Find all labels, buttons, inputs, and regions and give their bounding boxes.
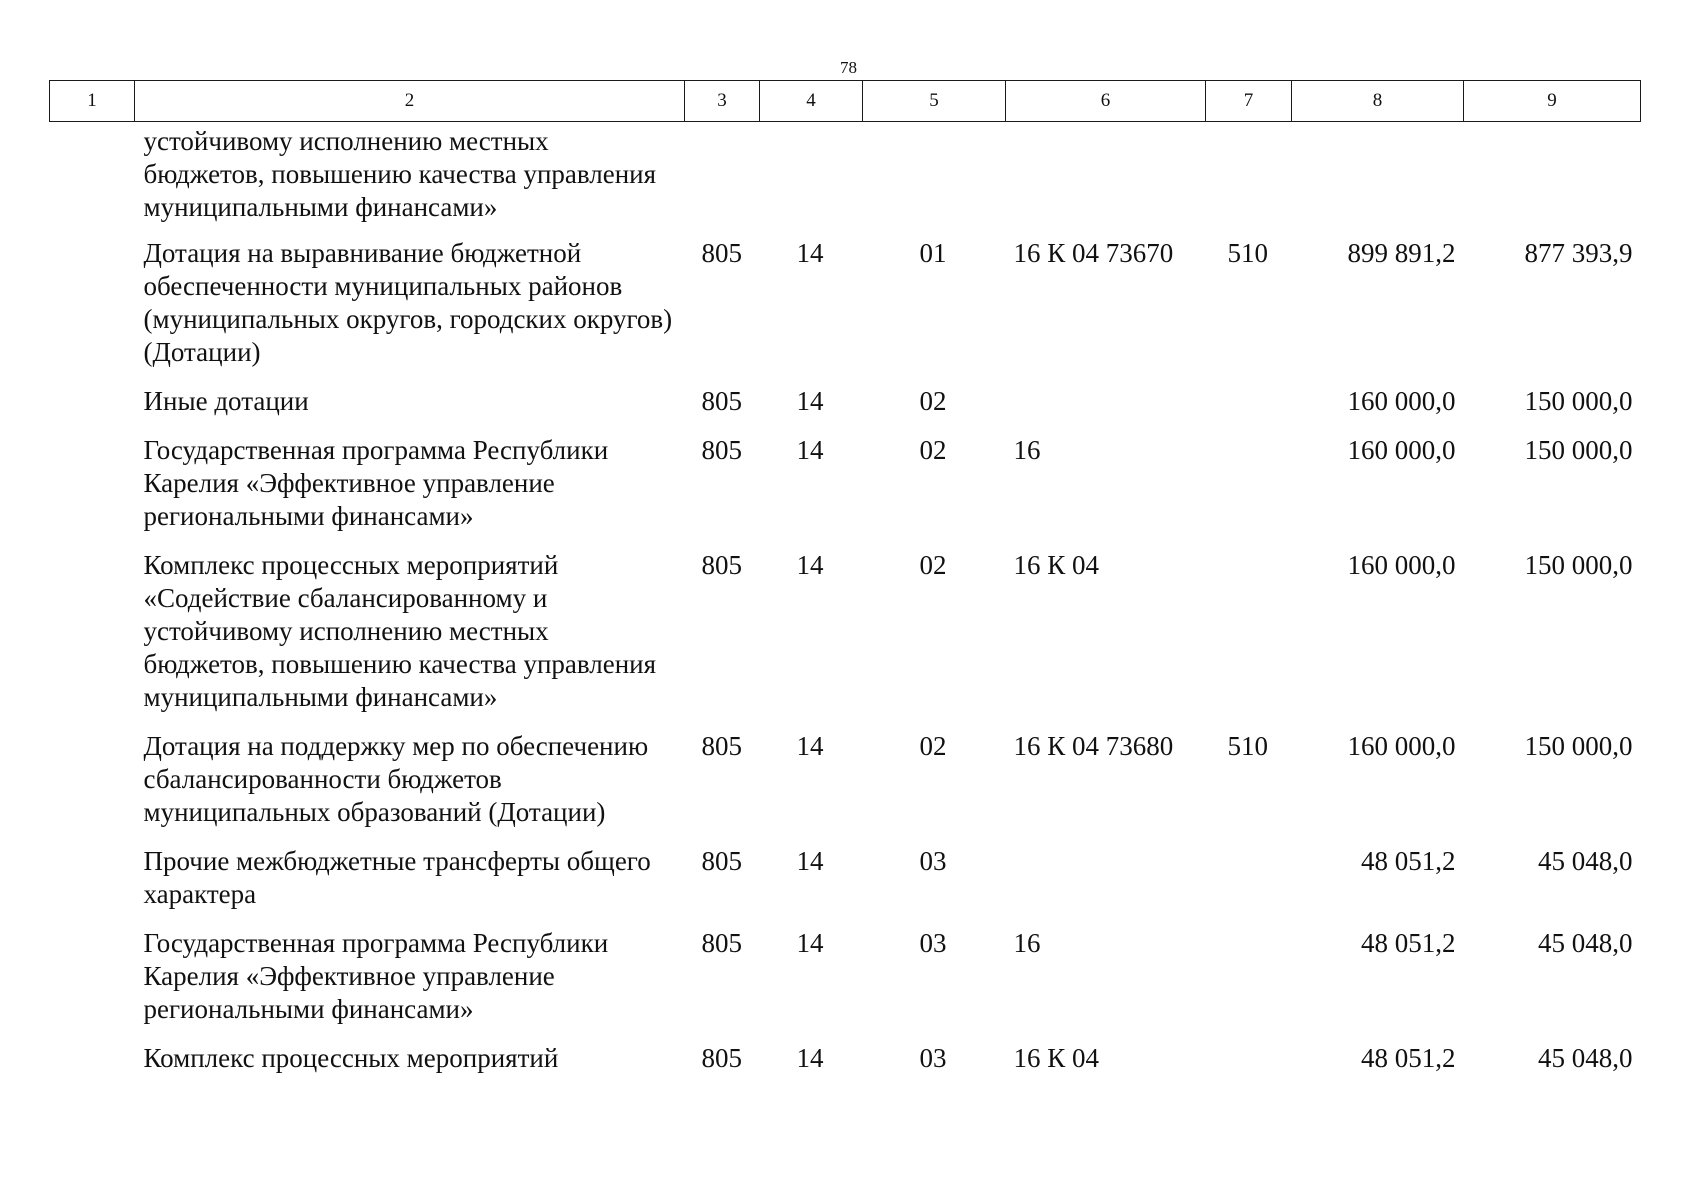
cell-col8: 160 000,0 [1347, 550, 1456, 580]
cell-col4: 14 [796, 550, 824, 580]
cell-col6: 16 К 04 [1013, 1043, 1100, 1073]
column-header-3: 3 [685, 81, 760, 122]
cell-col7: 510 [1227, 731, 1268, 761]
cell-col5 [863, 122, 1006, 238]
cell-col7 [1206, 549, 1292, 730]
column-header-8: 8 [1292, 81, 1464, 122]
cell-name: Государственная программа Республики Карелия «Эффективное управление региональными финансами» [143, 928, 609, 1024]
header-row [50, 81, 1641, 122]
cell-col3: 805 [701, 386, 742, 416]
cell-col8: 48 051,2 [1361, 1043, 1456, 1073]
cell-col9: 45 048,0 [1538, 928, 1633, 958]
cell-name: Государственная программа Республики Карелия «Эффективное управление региональными финансами» [143, 435, 609, 531]
cell-col5: 03 [919, 1043, 947, 1073]
table-header [50, 81, 1641, 122]
cell-col1 [50, 237, 135, 385]
cell-col7 [1206, 845, 1292, 927]
cell-col6 [1006, 385, 1206, 434]
cell-col5: 02 [919, 731, 947, 761]
cell-col9: 877 393,9 [1524, 238, 1633, 268]
cell-col1 [50, 122, 135, 238]
table-row [50, 385, 1641, 434]
cell-col4: 14 [796, 238, 824, 268]
cell-col1 [50, 1042, 135, 1091]
cell-col9 [1464, 122, 1641, 238]
cell-col3: 805 [701, 928, 742, 958]
cell-col9: 150 000,0 [1524, 386, 1633, 416]
column-header-6: 6 [1006, 81, 1206, 122]
cell-col1 [50, 434, 135, 549]
table-row [50, 1042, 1641, 1091]
cell-col1 [50, 927, 135, 1042]
cell-col6: 16 К 04 [1013, 550, 1100, 580]
table-row [50, 434, 1641, 549]
page-number: 78 [840, 58, 857, 77]
cell-col8: 899 891,2 [1347, 238, 1456, 268]
cell-col9: 45 048,0 [1538, 1043, 1633, 1073]
cell-col8: 160 000,0 [1347, 731, 1456, 761]
cell-col1 [50, 730, 135, 845]
budget-table [49, 80, 1641, 1091]
cell-col5: 01 [919, 238, 947, 268]
cell-col6: 16 [1013, 928, 1041, 958]
cell-col9: 45 048,0 [1538, 846, 1633, 876]
cell-col7 [1206, 122, 1292, 238]
cell-col3: 805 [701, 846, 742, 876]
cell-col4: 14 [796, 846, 824, 876]
cell-name: Прочие межбюджетные трансферты общего характера [143, 846, 651, 909]
cell-col5: 02 [919, 386, 947, 416]
cell-col4: 14 [796, 731, 824, 761]
cell-col3: 805 [701, 238, 742, 268]
cell-col9: 150 000,0 [1524, 435, 1633, 465]
cell-col5: 03 [919, 846, 947, 876]
cell-col8: 160 000,0 [1347, 386, 1456, 416]
cell-col1 [50, 385, 135, 434]
cell-col6 [1006, 845, 1206, 927]
cell-col3 [685, 122, 760, 238]
cell-col4: 14 [796, 386, 824, 416]
column-header-2: 2 [135, 81, 685, 122]
cell-name: Дотация на выравнивание бюджетной обеспеченности муниципальных районов (муниципальных округов, городских округов) (Дотации) [143, 238, 673, 367]
cell-name: устойчивому исполнению местных бюджетов, повышению качества управления муниципальными финансами» [143, 126, 657, 222]
table-row [50, 549, 1641, 730]
cell-col7 [1206, 927, 1292, 1042]
column-header-7: 7 [1206, 81, 1292, 122]
cell-name: Дотация на поддержку мер по обеспечению сбалансированности бюджетов муниципальных образований (Дотации) [143, 731, 649, 827]
cell-col4 [760, 122, 863, 238]
cell-col6: 16 К 04 73670 [1013, 238, 1174, 268]
cell-col6 [1006, 122, 1206, 238]
cell-col9: 150 000,0 [1524, 550, 1633, 580]
table-row [50, 845, 1641, 927]
cell-col4: 14 [796, 435, 824, 465]
column-header-9: 9 [1464, 81, 1641, 122]
cell-col6: 16 К 04 73680 [1013, 731, 1174, 761]
cell-col5: 02 [919, 550, 947, 580]
cell-col3: 805 [701, 550, 742, 580]
cell-col5: 02 [919, 435, 947, 465]
cell-col7 [1206, 1042, 1292, 1091]
table-row [50, 927, 1641, 1042]
cell-col8: 160 000,0 [1347, 435, 1456, 465]
cell-col3: 805 [701, 435, 742, 465]
cell-col4: 14 [796, 928, 824, 958]
cell-col7 [1206, 434, 1292, 549]
cell-col8 [1292, 122, 1464, 238]
table-row [50, 237, 1641, 385]
column-header-1: 1 [50, 81, 135, 122]
cell-col6: 16 [1013, 435, 1041, 465]
cell-col3: 805 [701, 1043, 742, 1073]
cell-col5: 03 [919, 928, 947, 958]
cell-col9: 150 000,0 [1524, 731, 1633, 761]
cell-name: Комплекс процессных мероприятий «Содействие сбалансированному и устойчивому исполнению местных бюджетов, повышению качества управления муниципальными финансами» [143, 550, 657, 712]
cell-col8: 48 051,2 [1361, 928, 1456, 958]
cell-col3: 805 [701, 731, 742, 761]
table-body [50, 122, 1641, 1092]
table-row [50, 122, 1641, 238]
table-row [50, 730, 1641, 845]
cell-name: Комплекс процессных мероприятий [143, 1043, 559, 1073]
column-header-4: 4 [760, 81, 863, 122]
cell-col7: 510 [1227, 238, 1268, 268]
cell-name: Иные дотации [143, 386, 309, 416]
cell-col8: 48 051,2 [1361, 846, 1456, 876]
cell-col7 [1206, 385, 1292, 434]
cell-col4: 14 [796, 1043, 824, 1073]
cell-col1 [50, 845, 135, 927]
column-header-5: 5 [863, 81, 1006, 122]
cell-col1 [50, 549, 135, 730]
